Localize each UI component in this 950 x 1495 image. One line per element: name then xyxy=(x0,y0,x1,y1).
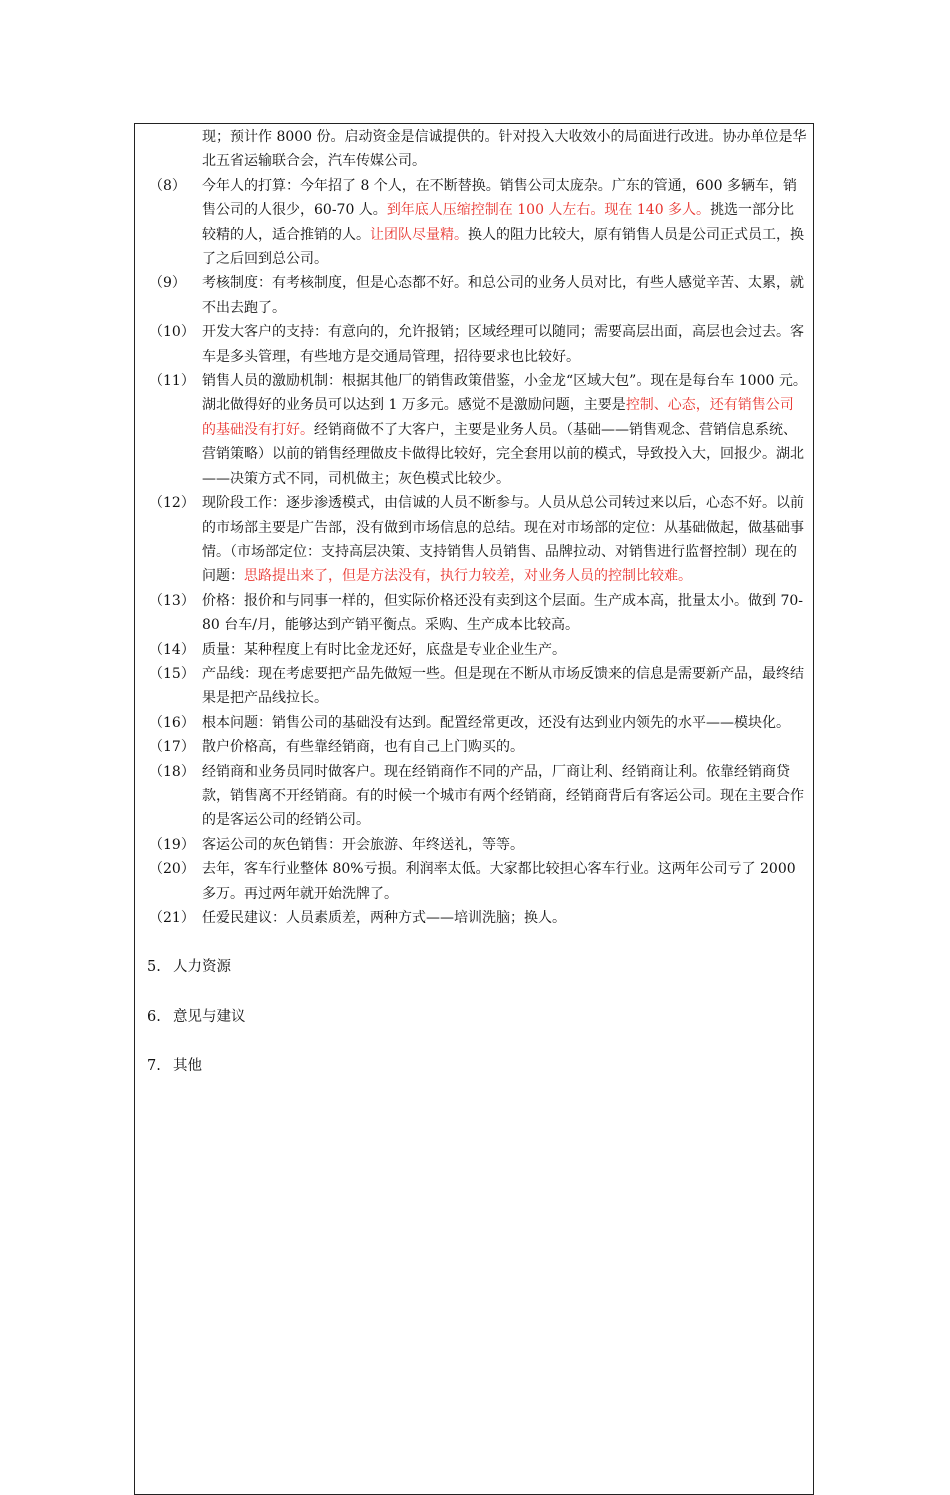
item-text xyxy=(202,369,809,491)
item-text xyxy=(202,906,809,930)
list-item xyxy=(147,589,809,638)
item-text xyxy=(202,662,809,711)
item-text xyxy=(202,735,809,759)
item-number: （18） xyxy=(149,763,195,780)
list-item xyxy=(147,174,809,272)
list-item xyxy=(147,662,809,711)
item-number: （13） xyxy=(149,592,195,609)
item-text xyxy=(202,760,809,833)
item-text xyxy=(202,638,809,662)
item-text-segment: 挑选一部分比较精的人，适合推销的人。 xyxy=(202,202,795,243)
item-text-segment: 产品线：现在考虑要把产品先做短一些。但是现在不断从市场反馈来的信息是需要新产品，最终结果是把产品线拉长。 xyxy=(202,665,804,707)
item-number: （9） xyxy=(149,275,186,292)
item-number: （14） xyxy=(149,641,195,658)
item-text-segment: 销售人员的激励机制：根据其他厂的销售政策借鉴，小金龙“区域大包”。现在是每台车 1000 元。湖北做得好的业务员可以达到 1 万多元。感觉不是激励问题，主要是 xyxy=(202,373,807,414)
intro-paragraph xyxy=(147,125,809,174)
item-text xyxy=(202,320,809,369)
section-number: 5. xyxy=(147,959,161,976)
item-number: （17） xyxy=(149,739,195,756)
list-item xyxy=(147,906,809,930)
list-item xyxy=(147,271,809,320)
item-text xyxy=(202,174,809,272)
item-text xyxy=(202,589,809,638)
item-text xyxy=(202,271,809,320)
item-text-segment: 今年人的打算：今年招了 8 个人，在不断替换。销售公司太庞杂。广东的管通，600 多辆车，销售公司的人很少，60-70 人。 xyxy=(202,177,797,219)
intro-text: 现；预计作 8000 份。启动资金是信诚提供的。针对投入大收效小的局面进行改进。协办单位是华北五省运输联合会，汽车传媒公司。 xyxy=(202,129,807,170)
item-text xyxy=(202,711,809,735)
item-text-segment: 去年，客车行业整体 80%亏损。利润率太低。大家都比较担心客车行业。这两年公司亏了 2000 多万。再过两年就开始洗牌了。 xyxy=(202,861,796,902)
item-text-segment: 客运公司的灰色销售：开会旅游、年终送礼，等等。 xyxy=(202,836,524,853)
section-title: 人力资源 xyxy=(173,959,231,976)
item-text-segment: 散户价格高，有些靠经销商，也有自己上门购买的。 xyxy=(202,739,524,756)
item-number: （15） xyxy=(149,665,195,682)
list-item xyxy=(147,857,809,906)
section-title: 其他 xyxy=(173,1058,202,1075)
item-number: （21） xyxy=(149,910,195,926)
item-text-segment: 经销商和业务员同时做客户。现在经销商作不同的产品，厂商让利、经销商让利。依靠经销商贷款，销售离不开经销商。有的时候一个城市有两个经销商，经销商背后有客运公司。现在主要合作的是客运公司的经销公司。 xyxy=(202,763,804,829)
list-item xyxy=(147,833,809,857)
item-text-segment: 质量：某种程度上有时比金龙还好，底盘是专业企业生产。 xyxy=(202,641,566,658)
item-text-segment: 现阶段工作：逐步渗透模式，由信诚的人员不断参与。人员从总公司转过来以后，心态不好。以前的市场部主要是广告部，没有做到市场信息的总结。现在对市场部的定位：从基础做起，做基础事情。（市场部定位：支持高层决策、支持销售人员销售、品牌拉动、对销售进行监督控制）现在的问题： xyxy=(202,495,804,585)
item-number: （19） xyxy=(149,836,195,853)
item-number: （20） xyxy=(149,861,195,878)
section-heading xyxy=(147,1005,809,1029)
item-text xyxy=(202,833,809,857)
item-number: （11） xyxy=(149,373,195,390)
highlighted-text: 控制、心态，还有销售公司的基础没有打好。 xyxy=(202,397,794,438)
list-item xyxy=(147,735,809,759)
item-text-segment: 根本问题：销售公司的基础没有达到。配置经常更改，还没有达到业内领先的水平——模块化。 xyxy=(202,714,790,731)
list-item xyxy=(147,711,809,735)
item-text-segment: 开发大客户的支持：有意向的，允许报销；区域经理可以随同；需要高层出面，高层也会过去。客车是多头管理，有些地方是交通局管理，招待要求也比较好。 xyxy=(202,324,804,365)
item-number: （16） xyxy=(149,714,195,731)
list-item xyxy=(147,491,809,589)
item-text-segment: 换人的阻力比较大，原有销售人员是公司正式员工，换了之后回到总公司。 xyxy=(202,226,804,268)
document-content xyxy=(147,125,809,1079)
highlighted-text: 思路提出来了，但是方法没有，执行力较差，对业务人员的控制比较难。 xyxy=(244,568,692,585)
list-item xyxy=(147,638,809,662)
section-number: 7. xyxy=(147,1058,161,1075)
highlighted-text: 让团队尽量精。 xyxy=(370,226,468,243)
list-item xyxy=(147,369,809,491)
section-number: 6. xyxy=(147,1008,161,1025)
item-text xyxy=(202,491,809,589)
section-heading xyxy=(147,955,809,979)
item-text-segment: 价格：报价和与同事一样的，但实际价格还没有卖到这个层面。生产成本高，批量太小。做到 70-80 台车/月，能够达到产销平衡点。采购、生产成本比较高。 xyxy=(202,592,803,634)
item-text-segment: 考核制度：有考核制度，但是心态都不好。和总公司的业务人员对比，有些人感觉辛苦、太累，就不出去跑了。 xyxy=(202,275,804,316)
item-text xyxy=(202,857,809,906)
section-title: 意见与建议 xyxy=(173,1008,246,1025)
item-number: （10） xyxy=(149,324,195,341)
item-text-segment: 经销商做不了大客户，主要是业务人员。（基础——销售观念、营销信息系统、营销策略）以前的销售经理做皮卡做得比较好，完全套用以前的模式，导致投入大，回报少。湖北——决策方式不同，司机做主；灰色模式比较少。 xyxy=(202,421,804,487)
numbered-list xyxy=(147,174,809,931)
item-number: （8） xyxy=(149,177,186,194)
section-heading xyxy=(147,1054,809,1078)
item-text-segment: 任爱民建议：人员素质差，两种方式——培训洗脑；换人。 xyxy=(202,910,566,926)
list-item xyxy=(147,760,809,833)
list-item xyxy=(147,320,809,369)
highlighted-text: 到年底人压缩控制在 100 人左右。现在 140 多人。 xyxy=(386,202,711,219)
item-number: （12） xyxy=(149,495,195,512)
section-list xyxy=(147,955,809,1078)
